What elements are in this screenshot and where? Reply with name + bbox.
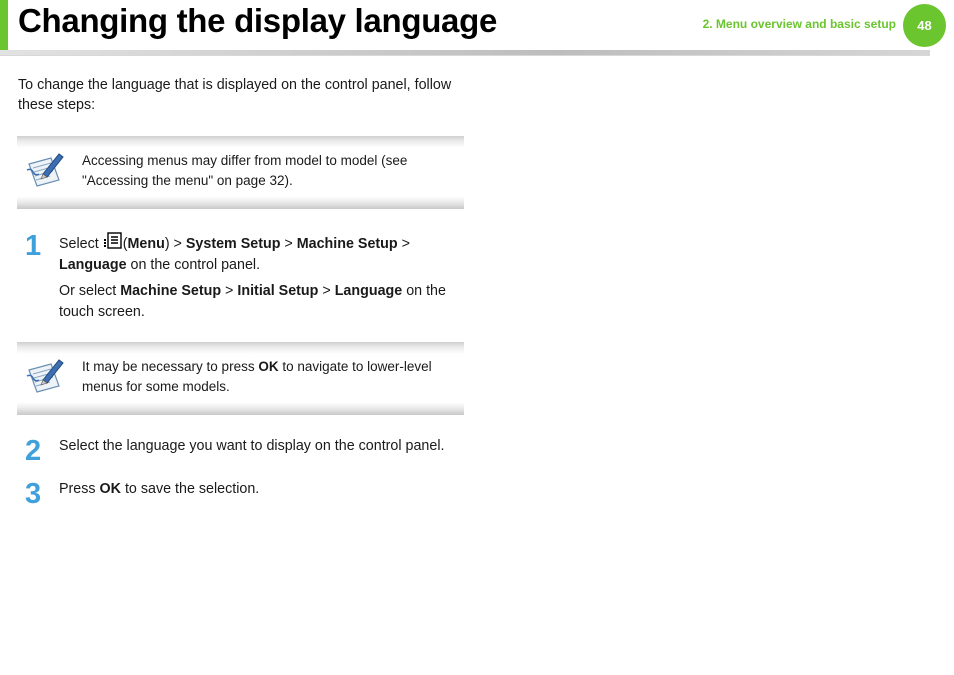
language-label: Language	[334, 283, 403, 299]
step-text: Select the language you want to display on the control panel.	[59, 438, 445, 454]
step-number: 1	[25, 230, 42, 262]
step-text-part: Press	[59, 481, 100, 497]
note-text-part: It may be necessary to press	[82, 359, 259, 374]
header-rule-line	[0, 55, 930, 56]
machine-setup-label: Machine Setup	[120, 283, 222, 299]
step-text-part: >	[221, 283, 238, 299]
note-text-part: to navigate to lower-level menus for some models.	[82, 359, 432, 394]
note-box	[17, 136, 464, 209]
intro-paragraph: To change the language that is displayed on the control panel, follow these steps:	[18, 77, 452, 113]
step-number: 3	[25, 478, 42, 510]
step-text-alt	[59, 281, 465, 323]
note-box	[17, 342, 464, 415]
language-label: Language	[59, 257, 127, 273]
step-text-part: (	[122, 236, 128, 252]
step-text	[59, 231, 465, 276]
note-text	[82, 357, 460, 397]
step-text	[59, 479, 465, 500]
step-text-part: >	[318, 283, 335, 299]
page-number-badge: 48	[903, 4, 946, 47]
note-pencil-icon	[25, 150, 67, 188]
menu-icon	[103, 231, 123, 251]
step-text-part: on the touch screen.	[59, 283, 446, 320]
system-setup-label: System Setup	[185, 236, 281, 252]
page-title: Changing the display language	[18, 2, 498, 39]
header-accent-bar	[0, 0, 8, 52]
step-text-part: Select	[59, 236, 103, 252]
step-number: 2	[25, 435, 42, 467]
step-text-part: >	[397, 236, 410, 252]
step-text-part: ) >	[164, 236, 186, 252]
initial-setup-label: Initial Setup	[237, 283, 319, 299]
step-text-part: Or select	[59, 283, 121, 299]
step-text-part: to save the selection.	[120, 481, 260, 497]
machine-setup-label: Machine Setup	[296, 236, 398, 252]
step-text-part: on the control panel.	[126, 257, 261, 273]
note-text: Accessing menus may differ from model to model (see "Accessing the menu" on page 32).	[82, 153, 408, 188]
step-text-part: >	[280, 236, 297, 252]
chapter-label: 2. Menu overview and basic setup	[702, 17, 896, 31]
note-pencil-icon	[25, 356, 67, 394]
menu-label: Menu	[127, 236, 165, 252]
ok-label: OK	[258, 359, 279, 374]
ok-label: OK	[99, 481, 121, 497]
